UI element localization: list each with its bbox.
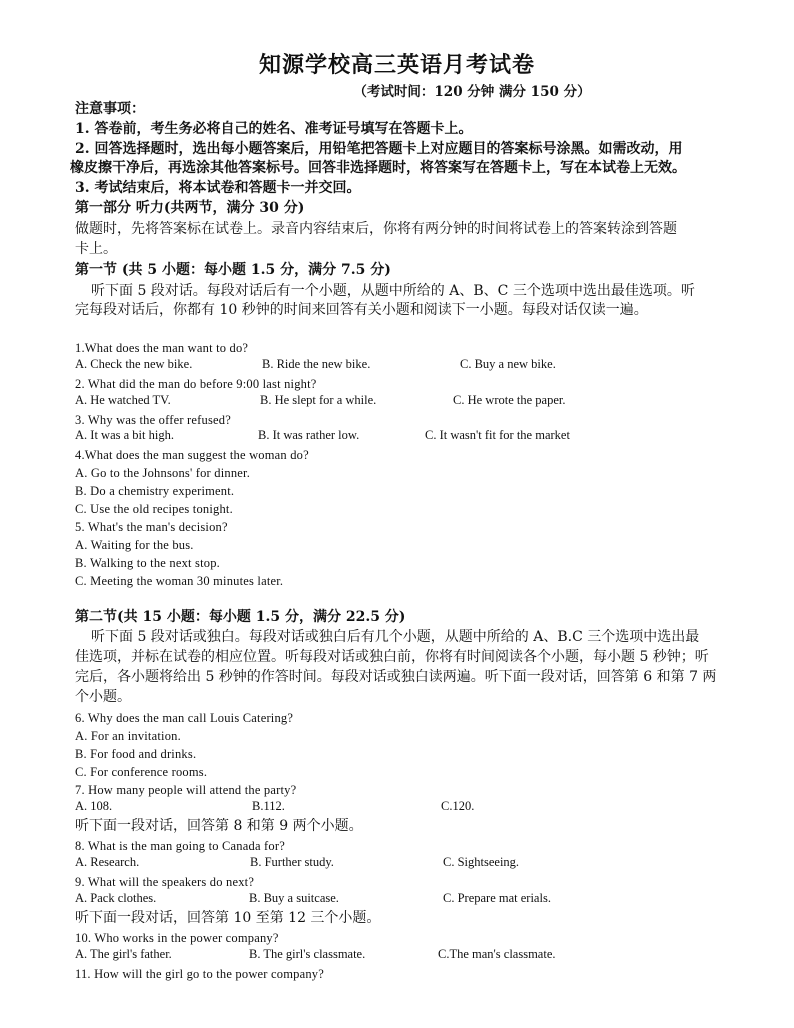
section2-intro-a: 听下面 5 段对话或独白。每段对话或独白后有几个小题，从题中所给的 A、B.C 三个选项中选出最 [91, 629, 700, 645]
option-1a: A. Check the new bike. [75, 357, 193, 371]
part1-heading: 第一部分 听力(共两节，满分 30 分) [75, 200, 305, 216]
option-1b: B. Ride the new bike. [262, 357, 371, 371]
question-3-options [75, 428, 750, 446]
question-2: 2. What did the man do before 9:00 last night? [75, 377, 317, 391]
question-5: 5. What's the man's decision? [75, 520, 228, 534]
option-7a: A. 108. [75, 799, 113, 813]
notice-item-2a: 2. 回答选择题时，选出每小题答案后，用铅笔把答题卡上对应题目的答案标号涂黑。如需改动，用 [75, 141, 683, 157]
question-10-options [75, 947, 750, 965]
section2-intro-c: 完后，各小题将给出 5 秒钟的作答时间。每段对话或独白读两遍。听下面一段对话，回答第 6 和第 7 两 [75, 669, 717, 685]
option-6b: B. For food and drinks. [75, 747, 197, 761]
option-3b: B. It was rather low. [258, 428, 360, 442]
option-5a: A. Waiting for the bus. [75, 538, 194, 552]
exam-subtitle: （考试时间：120 分钟 满分 150 分） [353, 84, 591, 100]
section1-intro-a: 听下面 5 段对话。每段对话后有一个小题，从题中所给的 A、B、C 三个选项中选出最佳选项。听 [91, 283, 695, 299]
option-3c: C. It wasn't fit for the market [425, 428, 570, 442]
question-10: 10. Who works in the power company? [75, 931, 279, 945]
instruction-q10-q12: 听下面一段对话，回答第 10 至第 12 三个小题。 [75, 910, 381, 926]
option-2b: B. He slept for a while. [260, 393, 377, 407]
notice-heading: 注意事项： [75, 101, 145, 117]
option-8b: B. Further study. [250, 855, 334, 869]
notice-item-1: 1. 答卷前，考生务必将自己的姓名、准考证号填写在答题卡上。 [75, 121, 473, 137]
instruction-q8-q9: 听下面一段对话，回答第 8 和第 9 两个小题。 [75, 818, 363, 834]
option-6c: C. For conference rooms. [75, 765, 208, 779]
question-7: 7. How many people will attend the party? [75, 783, 297, 797]
section2-intro-d: 个小题。 [75, 689, 131, 705]
exam-title: 知源学校高三英语月考试卷 [258, 53, 535, 78]
question-6: 6. Why does the man call Louis Catering? [75, 711, 294, 725]
option-8c: C. Sightseeing. [443, 855, 520, 869]
section1-heading: 第一节 (共 5 小题：每小题 1.5 分，满分 7.5 分) [75, 262, 391, 278]
option-2c: C. He wrote the paper. [453, 393, 566, 407]
option-9a: A. Pack clothes. [75, 891, 157, 905]
question-2-options [75, 393, 750, 411]
option-5b: B. Walking to the next stop. [75, 556, 220, 570]
option-10a: A. The girl's father. [75, 947, 172, 961]
option-1c: C. Buy a new bike. [460, 357, 556, 371]
option-7c: C.120. [441, 799, 475, 813]
option-9c: C. Prepare mat erials. [443, 891, 551, 905]
option-7b: B.112. [252, 799, 285, 813]
option-9b: B. Buy a suitcase. [249, 891, 339, 905]
question-8: 8. What is the man going to Canada for? [75, 839, 285, 853]
question-11: 11. How will the girl go to the power company? [75, 967, 324, 981]
notice-item-2b: 橡皮擦干净后，再选涂其他答案标号。回答非选择题时，将答案写在答题卡上，写在本试卷上无效。 [70, 160, 686, 176]
question-7-options [75, 799, 750, 817]
option-4a: A. Go to the Johnsons' for dinner. [75, 466, 251, 480]
question-1-options [75, 357, 750, 375]
option-4b: B. Do a chemistry experiment. [75, 484, 235, 498]
question-3: 3. Why was the offer refused? [75, 413, 231, 427]
option-4c: C. Use the old recipes tonight. [75, 502, 233, 516]
section2-heading: 第二节(共 15 小题：每小题 1.5 分，满分 22.5 分) [75, 609, 406, 625]
option-5c: C. Meeting the woman 30 minutes later. [75, 574, 284, 588]
question-8-options [75, 855, 750, 873]
part1-intro-a: 做题时，先将答案标在试卷上。录音内容结束后，你将有两分钟的时间将试卷上的答案转涂到答题 [75, 221, 677, 237]
question-1: 1.What does the man want to do? [75, 341, 249, 355]
question-4: 4.What does the man suggest the woman do? [75, 448, 309, 462]
option-8a: A. Research. [75, 855, 140, 869]
question-9-options [75, 891, 750, 909]
section2-intro-b: 佳选项，并标在试卷的相应位置。听每段对话或独白前，你将有时间阅读各个小题，每小题 5 秒钟；听 [75, 649, 709, 665]
part1-intro-b: 卡上。 [75, 241, 117, 257]
section1-intro-b: 完每段对话后，你都有 10 秒钟的时间来回答有关小题和阅读下一小题。每段对话仅读一遍。 [75, 302, 648, 318]
option-3a: A. It was a bit high. [75, 428, 174, 442]
option-2a: A. He watched TV. [75, 393, 171, 407]
option-10c: C.The man's classmate. [438, 947, 556, 961]
question-9: 9. What will the speakers do next? [75, 875, 255, 889]
notice-item-3: 3. 考试结束后，将本试卷和答题卡一并交回。 [75, 180, 361, 196]
option-6a: A. For an invitation. [75, 729, 181, 743]
option-10b: B. The girl's classmate. [249, 947, 366, 961]
